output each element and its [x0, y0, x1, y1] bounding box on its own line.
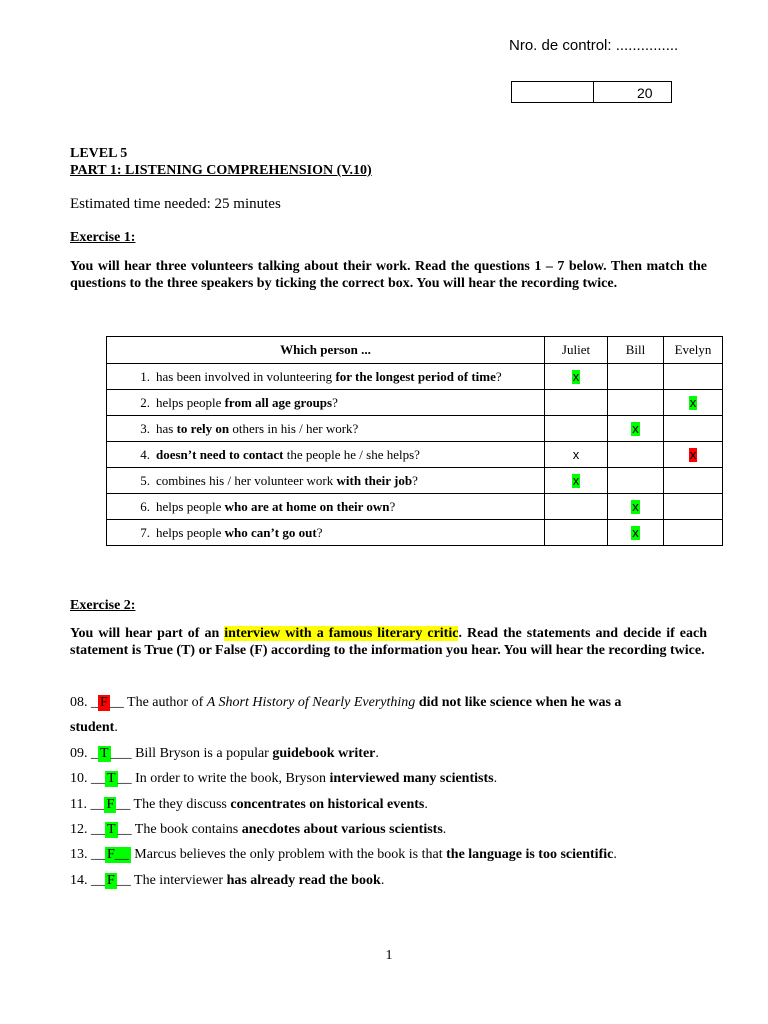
- question-text-post: ?: [495, 368, 502, 384]
- statement-item: [70, 847, 617, 863]
- exercise2-intro-post: . Read the statements and decide if each statement is True (T) or False (F) according to the information you hear. You will hear the recording twice.: [70, 626, 707, 658]
- exercise1-heading: Exercise 1:: [70, 230, 136, 245]
- answer-cell-bill[interactable]: [608, 364, 664, 390]
- answer-cell-juliet[interactable]: [545, 468, 608, 494]
- question-cell: [107, 520, 545, 546]
- statement-number: 11.: [70, 797, 87, 812]
- answer-cell-evelyn[interactable]: [664, 364, 723, 390]
- part-title: PART 1: LISTENING COMPREHENSION (V.10): [70, 163, 372, 178]
- tick-mark: x: [572, 368, 580, 384]
- answer-cell-juliet[interactable]: [545, 364, 608, 390]
- blank-post: __: [117, 771, 132, 786]
- statement-bold: guidebook writer: [272, 746, 376, 761]
- question-text-post: the people he / she helps?: [283, 446, 420, 462]
- question-text-bold: for the longest period of time: [335, 368, 496, 384]
- statement-text-a: The they discuss: [130, 797, 231, 812]
- exercise1-instructions: You will hear three volunteers talking about their work. Read the questions 1 – 7 below. Then match the questions to the three speakers by ticking the correct box. You will hear the recording twice.: [70, 259, 707, 291]
- statement-bold: anecdotes about various scientists: [241, 822, 443, 837]
- question-text-bold: with their job: [336, 472, 413, 488]
- answer-cell-juliet[interactable]: [545, 416, 608, 442]
- question-cell: [107, 468, 545, 494]
- answer-cell-evelyn[interactable]: [664, 390, 723, 416]
- answer-mark[interactable]: F: [107, 873, 115, 888]
- answer-cell-juliet[interactable]: [545, 520, 608, 546]
- question-text-bold: who are at home on their own: [224, 498, 390, 514]
- question-text-post: ?: [389, 498, 396, 514]
- header-question: Which person ...: [107, 337, 545, 364]
- question-number: 3.: [140, 420, 150, 436]
- question-text-bold: doesn’t need to contact: [156, 446, 284, 462]
- question-text-post: ?: [332, 394, 338, 410]
- question-cell: [107, 364, 545, 390]
- header-bill: Bill: [608, 337, 664, 364]
- answer-cell-evelyn[interactable]: [664, 442, 723, 468]
- answer-cell-evelyn[interactable]: [664, 494, 723, 520]
- blank-pre: __: [90, 797, 105, 812]
- question-text-post: ?: [316, 524, 323, 540]
- answer-mark[interactable]: F: [100, 695, 108, 710]
- header-evelyn: Evelyn: [664, 337, 723, 364]
- question-number: 5.: [140, 472, 150, 488]
- statement-bold: the language is too scientific: [446, 847, 614, 862]
- statement-text-a: Bill Bryson is a popular: [131, 746, 273, 761]
- statement-text-c: .: [613, 847, 617, 862]
- blank-pre: __: [91, 822, 105, 837]
- blank-post: ___: [110, 746, 132, 761]
- question-number: 1.: [140, 368, 150, 384]
- statement-number: 08.: [70, 695, 88, 710]
- statement-continuation-tail: .: [114, 720, 118, 735]
- statement-number: 13.: [70, 847, 88, 862]
- statement-text-c: .: [493, 771, 498, 786]
- statement-text-c: .: [375, 746, 379, 761]
- question-text-post: others in his / her work?: [229, 420, 359, 436]
- level-title: LEVEL 5: [70, 146, 128, 161]
- statement-item: [70, 797, 428, 813]
- statement-item: [70, 873, 384, 889]
- tick-mark: x: [632, 420, 639, 436]
- exercise1-table: [106, 336, 723, 546]
- blank-post: __: [116, 797, 131, 812]
- answer-cell-evelyn[interactable]: [664, 520, 723, 546]
- answer-cell-bill[interactable]: [608, 468, 664, 494]
- blank-pre: __: [91, 771, 105, 786]
- answer-mark[interactable]: F__: [107, 847, 129, 862]
- answer-cell-bill[interactable]: [608, 520, 664, 546]
- statement-item: [70, 822, 446, 838]
- statement-bold: interviewed many scientists: [329, 771, 494, 786]
- question-text-pre: helps people: [156, 498, 225, 514]
- answer-cell-bill[interactable]: [608, 390, 664, 416]
- answer-cell-juliet[interactable]: [545, 442, 608, 468]
- score-box: [511, 81, 672, 103]
- exercise2-heading: Exercise 2:: [70, 598, 136, 613]
- title-block: [70, 145, 372, 179]
- answer-mark[interactable]: T: [100, 746, 109, 761]
- statement-text-a: The interviewer: [130, 873, 227, 888]
- question-text-pre: has been involved in volunteering: [156, 368, 336, 384]
- statement-italic: A Short History of Nearly Everything: [206, 695, 416, 710]
- statement-text-c: .: [442, 822, 447, 837]
- tick-mark: x: [632, 498, 639, 514]
- question-number: 2.: [140, 394, 150, 410]
- answer-cell-bill[interactable]: [608, 416, 664, 442]
- question-number: 6.: [140, 498, 150, 514]
- question-text-post: ?: [412, 472, 418, 488]
- question-number: 7.: [140, 524, 150, 540]
- estimated-time: Estimated time needed: 25 minutes: [70, 196, 281, 212]
- exercise2-instructions: [70, 625, 707, 659]
- statement-number: 10.: [70, 771, 88, 786]
- answer-mark[interactable]: T: [107, 822, 116, 837]
- tick-mark: x: [632, 524, 639, 540]
- question-cell: [107, 390, 545, 416]
- statement-number: 09.: [70, 746, 88, 761]
- table-row: [107, 390, 723, 416]
- question-cell: [107, 442, 545, 468]
- answer-mark[interactable]: F: [106, 797, 115, 812]
- table-row: [107, 442, 723, 468]
- header-juliet: Juliet: [545, 337, 608, 364]
- blank-post: __: [109, 695, 124, 710]
- score-max-value: 20: [637, 85, 653, 101]
- tick-mark: x: [572, 446, 580, 462]
- question-text-bold: who can’t go out: [224, 524, 317, 540]
- blank-pre: _: [91, 746, 98, 761]
- statement-item: [70, 695, 621, 711]
- statement-text-c: .: [424, 797, 428, 812]
- statement-number: 12.: [70, 822, 88, 837]
- answer-cell-bill[interactable]: [608, 494, 664, 520]
- table-row: [107, 364, 723, 390]
- statement-text-c: .: [380, 873, 385, 888]
- blank-post: __: [117, 822, 132, 837]
- tick-mark: x: [572, 472, 580, 488]
- question-text-pre: helps people: [156, 394, 225, 410]
- page-number: 1: [385, 948, 393, 963]
- answer-cell-bill[interactable]: [608, 442, 664, 468]
- statement-item: [70, 771, 497, 787]
- score-box-divider: [593, 82, 594, 102]
- statement-text-a: In order to write the book, Bryson: [131, 771, 330, 786]
- answer-cell-evelyn[interactable]: [664, 416, 723, 442]
- question-text-bold: from all age groups: [224, 394, 333, 410]
- table-row: [107, 520, 723, 546]
- statement-continuation-bold: student: [70, 720, 115, 735]
- question-cell: [107, 416, 545, 442]
- statement-text-a: Marcus believes the only problem with the book is that: [130, 847, 447, 862]
- blank-pre: _: [91, 695, 98, 710]
- statement-continuation: [70, 720, 118, 736]
- tick-mark: x: [689, 394, 697, 410]
- answer-cell-evelyn[interactable]: [664, 468, 723, 494]
- exercise2-intro-highlight: interview with a famous literary critic: [224, 626, 459, 641]
- exercise2-intro-pre: You will hear part of an: [70, 626, 225, 641]
- statement-item: [70, 746, 379, 762]
- table-row: [107, 494, 723, 520]
- statement-bold: concentrates on historical events: [230, 797, 425, 812]
- question-text-bold: to rely on: [176, 420, 230, 436]
- blank-pre: __: [91, 873, 105, 888]
- table-header-row: [107, 337, 723, 364]
- statement-number: 14.: [70, 873, 88, 888]
- control-number-label: Nro. de control: ...............: [509, 37, 679, 54]
- statement-text-a: The book contains: [131, 822, 242, 837]
- statement-text-a: The author of: [123, 695, 207, 710]
- answer-mark[interactable]: T: [107, 771, 116, 786]
- question-text-pre: has: [156, 420, 177, 436]
- blank-post: __: [116, 873, 131, 888]
- statement-bold: has already read the book: [226, 873, 381, 888]
- table-row: [107, 416, 723, 442]
- answer-cell-juliet[interactable]: [545, 494, 608, 520]
- answer-cell-juliet[interactable]: [545, 390, 608, 416]
- question-cell: [107, 494, 545, 520]
- question-number: 4.: [140, 446, 150, 462]
- statement-bold: did not like science when he was a: [418, 695, 622, 710]
- blank-pre: __: [91, 847, 105, 862]
- tick-mark: x: [689, 446, 697, 462]
- table-row: [107, 468, 723, 494]
- question-text-pre: combines his / her volunteer work: [156, 472, 337, 488]
- question-text-pre: helps people: [156, 524, 225, 540]
